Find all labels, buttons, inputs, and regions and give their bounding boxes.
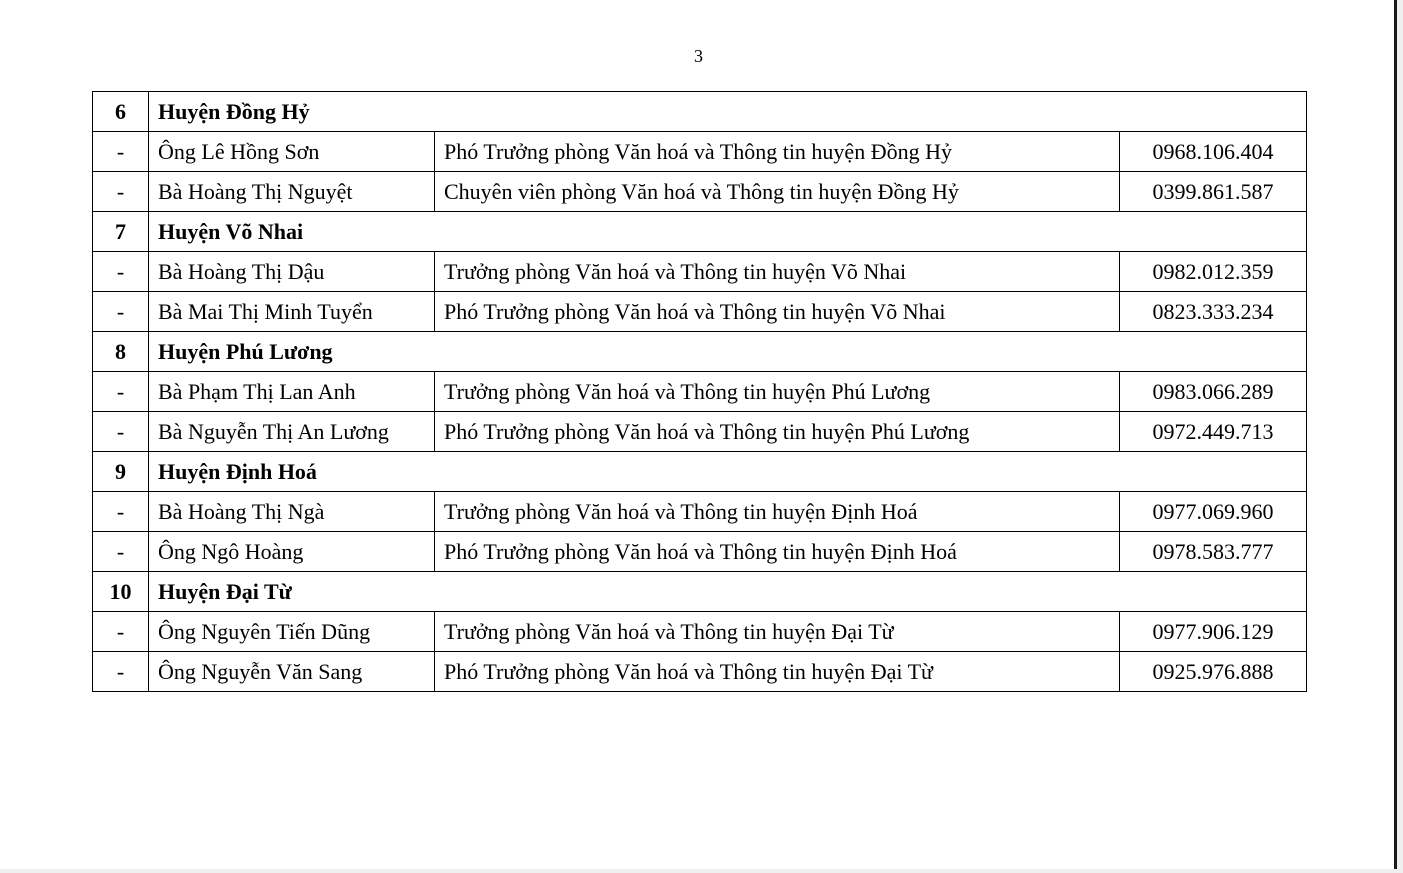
person-phone: 0977.906.129 bbox=[1120, 612, 1307, 652]
person-row bbox=[93, 372, 1307, 412]
row-marker: - bbox=[93, 412, 149, 452]
person-row bbox=[93, 412, 1307, 452]
district-row bbox=[93, 92, 1307, 132]
row-marker: - bbox=[93, 612, 149, 652]
district-name: Huyện Võ Nhai bbox=[149, 212, 1307, 252]
person-name: Bà Hoàng Thị Dậu bbox=[149, 252, 435, 292]
person-name: Ông Nguyễn Văn Sang bbox=[149, 652, 435, 692]
person-role: Chuyên viên phòng Văn hoá và Thông tin huyện Đồng Hỷ bbox=[435, 172, 1120, 212]
row-marker: - bbox=[93, 652, 149, 692]
person-name: Bà Mai Thị Minh Tuyển bbox=[149, 292, 435, 332]
row-marker: - bbox=[93, 172, 149, 212]
row-marker: - bbox=[93, 372, 149, 412]
district-number: 6 bbox=[93, 92, 149, 132]
person-phone: 0925.976.888 bbox=[1120, 652, 1307, 692]
person-row bbox=[93, 612, 1307, 652]
person-role: Trưởng phòng Văn hoá và Thông tin huyện Phú Lương bbox=[435, 372, 1120, 412]
person-phone: 0972.449.713 bbox=[1120, 412, 1307, 452]
district-name: Huyện Đại Từ bbox=[149, 572, 1307, 612]
district-number: 9 bbox=[93, 452, 149, 492]
district-name: Huyện Định Hoá bbox=[149, 452, 1307, 492]
row-marker: - bbox=[93, 492, 149, 532]
row-marker: - bbox=[93, 132, 149, 172]
person-role: Phó Trưởng phòng Văn hoá và Thông tin huyện Phú Lương bbox=[435, 412, 1120, 452]
row-marker: - bbox=[93, 292, 149, 332]
person-name: Ông Lê Hồng Sơn bbox=[149, 132, 435, 172]
person-role: Phó Trưởng phòng Văn hoá và Thông tin huyện Đại Từ bbox=[435, 652, 1120, 692]
person-name: Ông Nguyên Tiến Dũng bbox=[149, 612, 435, 652]
person-row bbox=[93, 132, 1307, 172]
person-role: Phó Trưởng phòng Văn hoá và Thông tin huyện Định Hoá bbox=[435, 532, 1120, 572]
person-phone: 0823.333.234 bbox=[1120, 292, 1307, 332]
person-name: Bà Hoàng Thị Ngà bbox=[149, 492, 435, 532]
person-role: Trưởng phòng Văn hoá và Thông tin huyện Võ Nhai bbox=[435, 252, 1120, 292]
person-phone: 0399.861.587 bbox=[1120, 172, 1307, 212]
district-row bbox=[93, 212, 1307, 252]
person-name: Bà Phạm Thị Lan Anh bbox=[149, 372, 435, 412]
person-name: Bà Hoàng Thị Nguyệt bbox=[149, 172, 435, 212]
district-row bbox=[93, 572, 1307, 612]
district-row bbox=[93, 452, 1307, 492]
district-row bbox=[93, 332, 1307, 372]
page-number: 3 bbox=[694, 46, 703, 66]
person-role: Trưởng phòng Văn hoá và Thông tin huyện Định Hoá bbox=[435, 492, 1120, 532]
district-name: Huyện Phú Lương bbox=[149, 332, 1307, 372]
person-phone: 0983.066.289 bbox=[1120, 372, 1307, 412]
row-marker: - bbox=[93, 252, 149, 292]
person-row bbox=[93, 292, 1307, 332]
person-role: Phó Trưởng phòng Văn hoá và Thông tin huyện Võ Nhai bbox=[435, 292, 1120, 332]
person-phone: 0978.583.777 bbox=[1120, 532, 1307, 572]
district-number: 8 bbox=[93, 332, 149, 372]
person-name: Bà Nguyễn Thị An Lương bbox=[149, 412, 435, 452]
person-name: Ông Ngô Hoàng bbox=[149, 532, 435, 572]
district-name: Huyện Đồng Hỷ bbox=[149, 92, 1307, 132]
contact-table-body bbox=[93, 92, 1307, 692]
person-phone: 0968.106.404 bbox=[1120, 132, 1307, 172]
district-number: 7 bbox=[93, 212, 149, 252]
person-phone: 0982.012.359 bbox=[1120, 252, 1307, 292]
person-row bbox=[93, 492, 1307, 532]
person-phone: 0977.069.960 bbox=[1120, 492, 1307, 532]
district-number: 10 bbox=[93, 572, 149, 612]
person-row bbox=[93, 172, 1307, 212]
contact-table bbox=[92, 91, 1307, 692]
person-role: Phó Trưởng phòng Văn hoá và Thông tin huyện Đồng Hỷ bbox=[435, 132, 1120, 172]
row-marker: - bbox=[93, 532, 149, 572]
person-role: Trưởng phòng Văn hoá và Thông tin huyện Đại Từ bbox=[435, 612, 1120, 652]
person-row bbox=[93, 252, 1307, 292]
person-row bbox=[93, 652, 1307, 692]
person-row bbox=[93, 532, 1307, 572]
